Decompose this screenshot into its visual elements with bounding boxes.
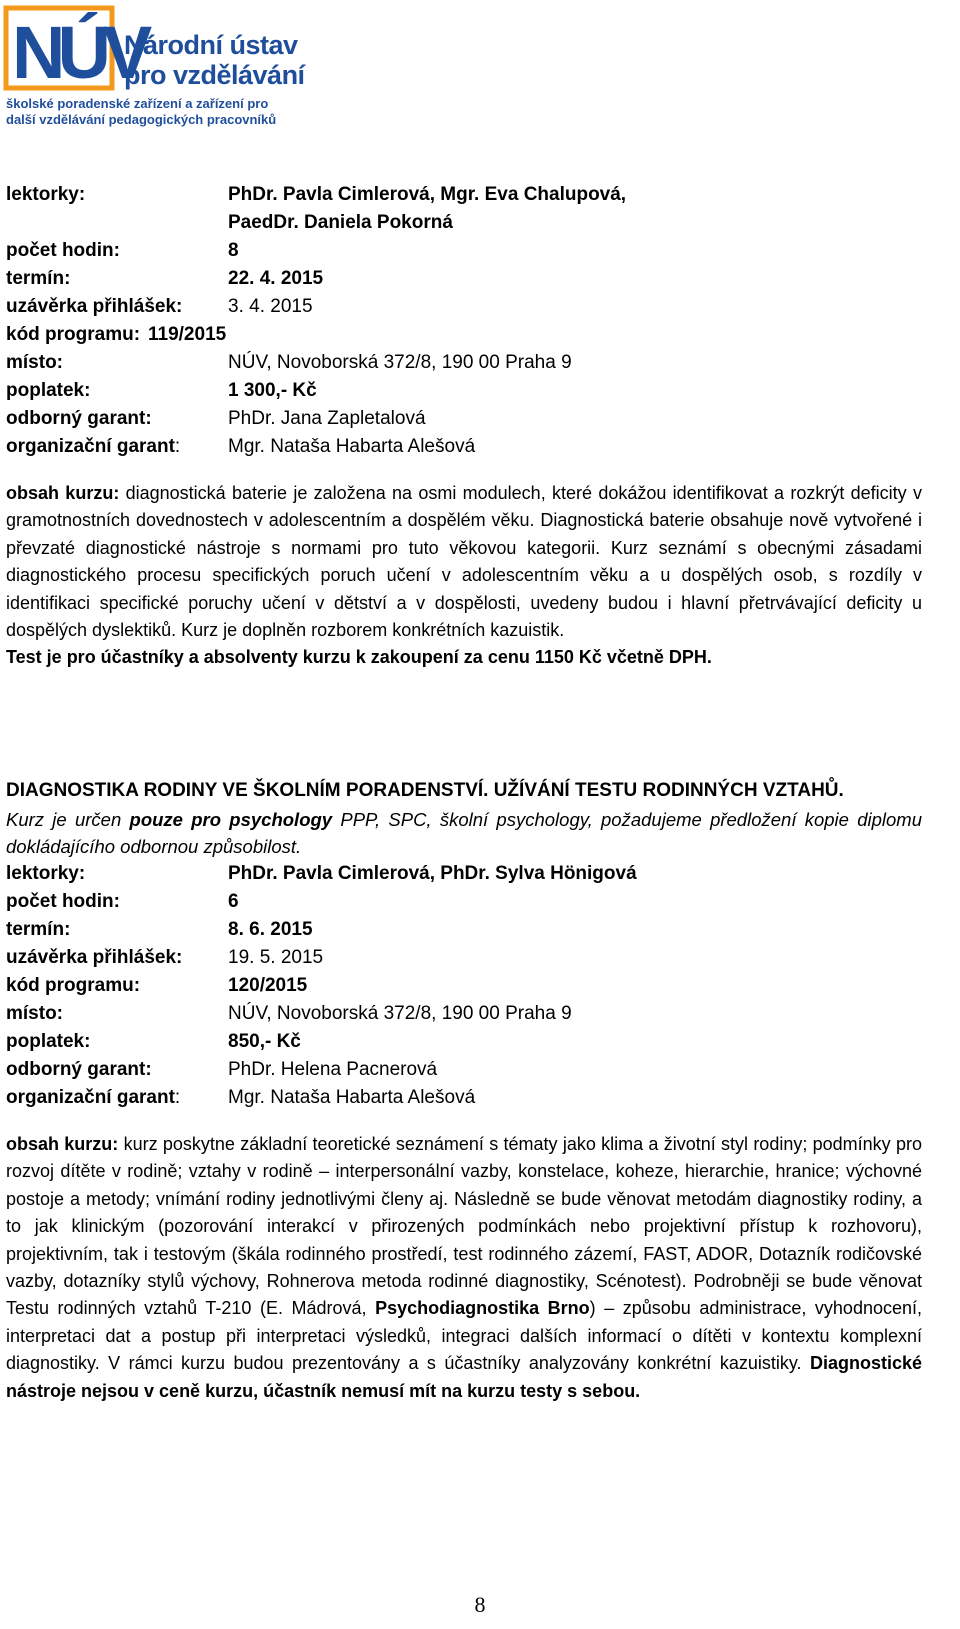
course1-kod-value: 119/2015 — [148, 324, 227, 345]
logo-title-line2: pro vzdělávání — [124, 60, 305, 90]
course2-termin-label: termín: — [6, 919, 71, 940]
course2-odborny-value: PhDr. Helena Pacnerová — [228, 1059, 438, 1080]
course2-heading: DIAGNOSTIKA RODINY VE ŠKOLNÍM PORADENSTVÍ. UŽÍVÁNÍ TESTU RODINNÝCH VZTAHŮ. — [6, 780, 844, 801]
course2-poplatek-label: poplatek: — [6, 1031, 91, 1052]
course2-intro-part2: PPP, SPC, školní psychology, požadujeme předložení kopie diplomu dokládajícího odbornou způsobilost. — [6, 809, 923, 857]
course2-odborny-label: odborný garant: — [6, 1059, 152, 1080]
course2-obsah-bold2: Diagnostické nástroje nejsou v ceně kurzu, účastník nemusí mít na kurzu testy s sebou. — [6, 1353, 922, 1401]
course2-organizacni-label-text: organizační garant — [6, 1087, 175, 1108]
course1-lektorky-line1: PhDr. Pavla Cimlerová, Mgr. Eva Chalupová, — [228, 184, 627, 205]
course2-organizacni-label — [6, 1084, 180, 1112]
course2-obsah-part2: ) – způsobu administrace, vyhodnocení, interpretaci dat a postup při interpretaci výsledků, integraci dalších informací o dítěti v kontextu komplexní diagnostiky. V rámci kurzu budou prezentovány a s účastníky analyzovány konkrétní kazuistiky. — [6, 1298, 923, 1374]
course1-uzaverka-value: 3. 4. 2015 — [228, 296, 313, 317]
course1-odborny-value: PhDr. Jana Zapletalová — [228, 408, 426, 429]
nuv-logo — [4, 4, 304, 128]
course2-lektorky-value: PhDr. Pavla Cimlerová, PhDr. Sylva Hönigová — [228, 863, 637, 884]
course1-organizacni-label-text: organizační garant — [6, 436, 175, 457]
course1-test-note: Test je pro účastníky a absolventy kurzu k zakoupení za cenu 1150 Kč včetně DPH. — [6, 647, 712, 668]
course2-intro — [6, 806, 922, 860]
logo-subtitle-line2: další vzdělávání pedagogických pracovníků — [6, 112, 277, 127]
course1-uzaverka-label: uzávěrka přihlášek: — [6, 296, 183, 317]
course1-organizacni-label — [6, 433, 180, 461]
course1-obsah-text: diagnostická baterie je založena na osmi modulech, které dokážou identifikovat a rozkrýt deficity v gramotnostních dovednostech v adolescentním a dospělém věku. Diagnostická baterie obsahuje nově vytvořené i převzaté diagnostické nástroje s normami pro tuto věkovou kategorii. Kurz seznámí s obecnými zásadami diagnostického procesu specifických poruch učení v adolescentním věku a u dospělých osob, s rozdíly v identifikaci specifické poruchy učení v dětství a v dospělosti, uvedeny budou i hlavní přetrvávající deficity u dospělých dyslektiků. Kurz je doplněn rozborem konkrétních kazuistik. — [6, 483, 922, 641]
course1-organizacni-colon: : — [174, 436, 181, 457]
course2-hodin-label: počet hodin: — [6, 891, 120, 912]
course2-uzaverka-label: uzávěrka přihlášek: — [6, 947, 183, 968]
course2-termin-value: 8. 6. 2015 — [228, 919, 313, 940]
course1-poplatek-label: poplatek: — [6, 380, 91, 401]
course1-misto-label: místo: — [6, 352, 63, 373]
course1-termin-value: 22. 4. 2015 — [228, 268, 324, 289]
course1-obsah-paragraph — [6, 480, 922, 672]
course2-obsah-bold1: Psychodiagnostika Brno — [375, 1298, 590, 1319]
course1-hodin-label: počet hodin: — [6, 240, 120, 261]
course1-misto-value: NÚV, Novoborská 372/8, 190 00 Praha 9 — [228, 352, 572, 373]
course2-organizacni-colon: : — [174, 1087, 181, 1108]
course1-organizacni-value: Mgr. Nataša Habarta Alešová — [228, 436, 476, 457]
nuv-logo-mark-icon — [4, 4, 145, 94]
page-number: 8 — [474, 1592, 486, 1617]
course1-hodin-value: 8 — [228, 240, 239, 261]
course2-lektorky-label: lektorky: — [6, 863, 86, 884]
course1-poplatek-value: 1 300,- Kč — [228, 380, 317, 401]
course2-uzaverka-value: 19. 5. 2015 — [228, 947, 324, 968]
course2-hodin-value: 6 — [228, 891, 239, 912]
course1-termin-label: termín: — [6, 268, 71, 289]
course2-organizacni-value: Mgr. Nataša Habarta Alešová — [228, 1087, 476, 1108]
course1-kod-label: kód programu: — [6, 324, 141, 345]
course1-obsah-label: obsah kurzu: — [6, 483, 120, 503]
logo-subtitle-line1: školské poradenské zařízení a zařízení pro — [6, 96, 269, 111]
course1-lektorky-label: lektorky: — [6, 184, 86, 205]
course2-misto-label: místo: — [6, 1003, 63, 1024]
course2-obsah-part1: kurz poskytne základní teoretické seznámení s tématy jako klima a životní styl rodiny; podmínky pro rozvoj dítěte v rodině; vztahy v rodině – interpersonální vazby, konstelace, koheze, hierarchie, hranice; výchovné postoje a metody; vnímání rodiny jednotlivými členy aj. Následně se bude věnovat metodám diagnostiky rodiny, a to jak klinickým (pozorování interakcí v přirozených podmínkách nebo projektivní přístup k rozhovoru), projektivním, tak i testovým (škála rodinného prostředí, test rodinného zázemí, FAST, ADOR, Dotazník rodičovské vazby, dotazníky stylů výchovy, Rohnerova metoda rodinné diagnostiky, Scénotest). Podrobněji se bude věnovat Testu rodinných vztahů T-210 (E. Mádrová, — [6, 1134, 922, 1319]
course2-obsah-paragraph — [6, 1131, 922, 1405]
svg-text:NÚV: NÚV — [12, 11, 145, 94]
course2-poplatek-value: 850,- Kč — [228, 1031, 301, 1052]
course2-intro-bold: pouze pro psychology — [129, 809, 333, 830]
course2-misto-value: NÚV, Novoborská 372/8, 190 00 Praha 9 — [228, 1003, 572, 1024]
course1-odborny-label: odborný garant: — [6, 408, 152, 429]
course2-intro-part1: Kurz je určen — [6, 809, 130, 830]
course2-obsah-label: obsah kurzu: — [6, 1134, 119, 1154]
course2-kod-value: 120/2015 — [228, 975, 308, 996]
logo-title-line1: Národní ústav — [124, 30, 298, 60]
course1-lektorky-line2: PaedDr. Daniela Pokorná — [228, 212, 453, 233]
course2-kod-label: kód programu: — [6, 975, 141, 996]
